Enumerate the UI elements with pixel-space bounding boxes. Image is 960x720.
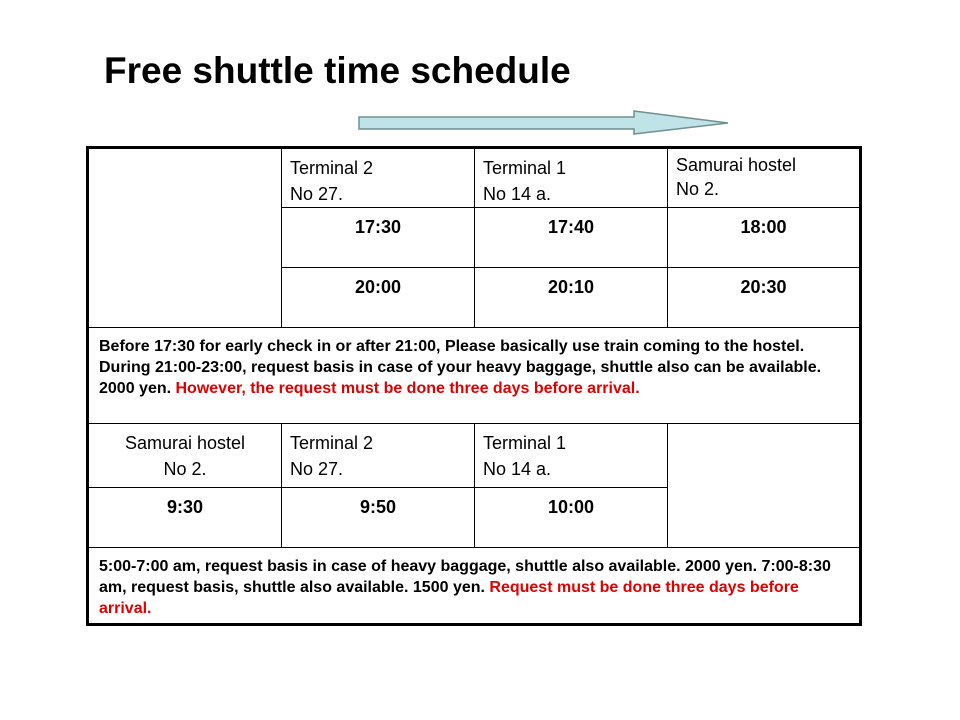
return-note [88, 548, 861, 625]
departure-time: 20:30 [668, 268, 861, 328]
stop-name: Samurai hostel [124, 433, 246, 453]
direction-arrow-icon [356, 108, 736, 138]
return-header-cell [475, 424, 668, 488]
note-text: 5:00-7:00 am, request basis in case of heavy baggage, shuttle also available. 2000 yen. 7:00-8:30 am, request basis, shuttle also available. 1500 yen. [99, 558, 831, 596]
empty-cell [668, 424, 861, 548]
stop-number: No 27. [290, 184, 344, 204]
stop-number: No 27. [290, 459, 344, 479]
departure-time: 9:50 [282, 488, 475, 548]
outbound-header-cell [282, 148, 475, 208]
stop-number: No 14 a. [483, 459, 552, 479]
return-header-cell [88, 424, 282, 488]
departure-time: 10:00 [475, 488, 668, 548]
departure-time: 20:10 [475, 268, 668, 328]
outbound-note [88, 328, 861, 424]
stop-name: Terminal 1 [483, 158, 567, 178]
page-title: Free shuttle time schedule [104, 50, 571, 91]
departure-time: 17:40 [475, 208, 668, 268]
stop-number: No 2. [163, 459, 207, 479]
stop-name: Samurai hostel [676, 155, 797, 175]
outbound-header-cell [668, 148, 861, 208]
note-text: Before 17:30 for early check in or after 21:00, Please basically use train coming to the hostel. During 21:00-23:00, request basis in case of your heavy baggage, shuttle also can be available. 2000 yen. [99, 338, 822, 397]
stop-name: Terminal 2 [290, 433, 374, 453]
note-warning-text: However, the request must be done three days before arrival. [175, 380, 640, 397]
shuttle-schedule-table [86, 146, 862, 626]
stop-name: Terminal 1 [483, 433, 567, 453]
departure-time: 18:00 [668, 208, 861, 268]
stop-name: Terminal 2 [290, 158, 374, 178]
departure-time: 17:30 [282, 208, 475, 268]
stop-number: No 14 a. [483, 184, 552, 204]
empty-corner-cell [88, 148, 282, 328]
note-warning-text: Request must be done three days before arrival. [99, 579, 799, 617]
departure-time: 9:30 [88, 488, 282, 548]
return-header-cell [282, 424, 475, 488]
stop-number: No 2. [676, 179, 720, 199]
departure-time: 20:00 [282, 268, 475, 328]
outbound-header-cell [475, 148, 668, 208]
